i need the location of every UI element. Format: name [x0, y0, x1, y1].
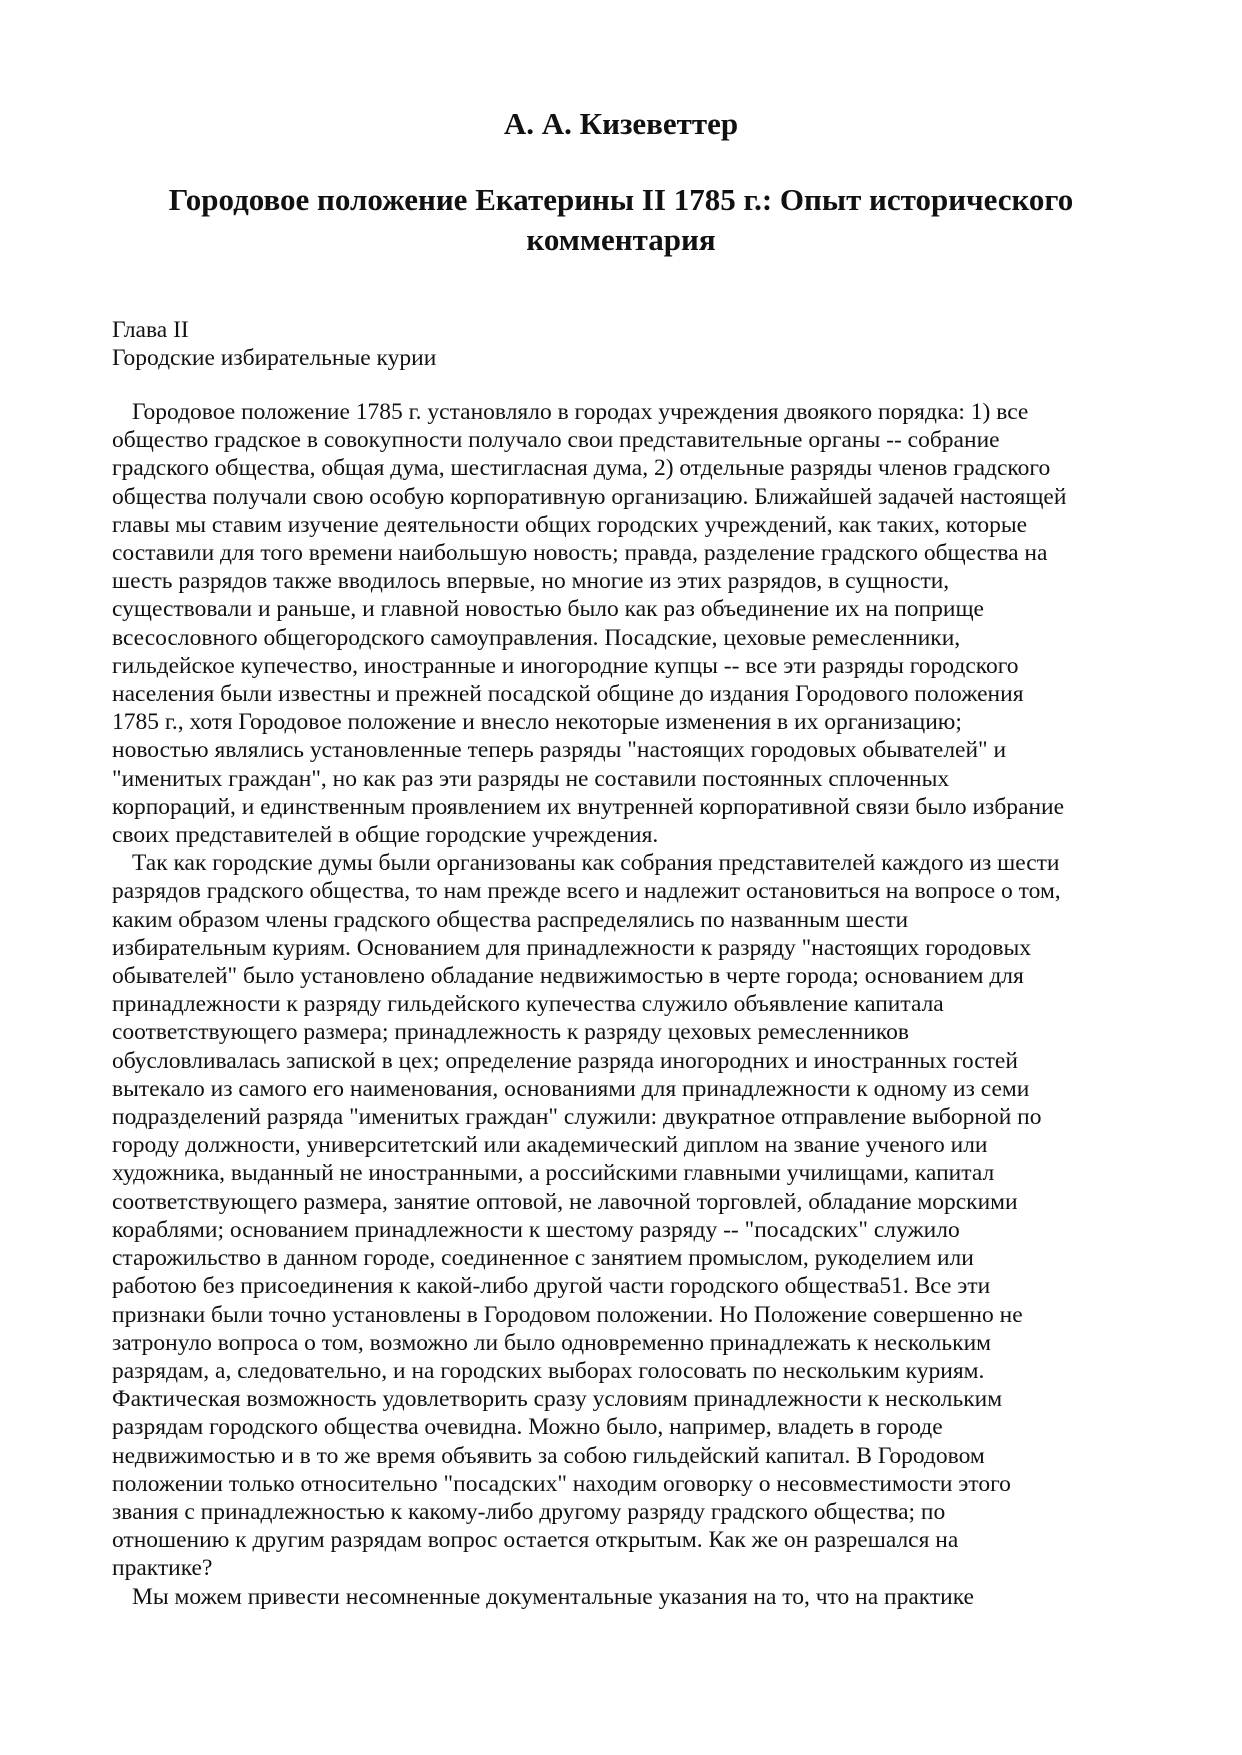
text-line: существовали и раньше, и главной новостью было как раз объединение их на поприще	[112, 596, 984, 623]
text-line: общества получали свою особую корпоративную организацию. Ближайшей задачей настоящей	[112, 483, 1067, 510]
chapter-number: Глава II	[112, 317, 189, 343]
text-line: признаки были точно установлены в Городовом положении. Но Положение совершенно не	[112, 1301, 1023, 1328]
text-line: Мы можем привести несомненные документальные указания на то, что на практике	[132, 1583, 974, 1610]
text-line: разрядам городского общества очевидна. Можно было, например, владеть в городе	[112, 1414, 943, 1441]
text-line: обывателей" было установлено обладание недвижимостью в черте города; основанием для	[112, 963, 1024, 990]
paragraph	[112, 849, 1132, 1582]
text-line: новостью являлись установленные теперь разряды "настоящих городовых обывателей" и	[112, 737, 1007, 764]
text-line: старожильство в данном городе, соединенное с занятием промыслом, рукоделием или	[112, 1245, 974, 1272]
text-line: кораблями; основанием принадлежности к шестому разряду -- "посадских" служило	[112, 1216, 960, 1243]
text-line: всесословного общегородского самоуправления. Посадские, цеховые ремесленники,	[112, 624, 961, 651]
text-line: вытекало из самого его наименования, основаниями для принадлежности к одному из семи	[112, 1075, 1030, 1102]
text-line: населения были известны и прежней посадской общине до издания Городового положения	[112, 681, 1024, 708]
body-text	[112, 398, 1132, 1611]
text-line: разрядам, а, следовательно, и на городских выборах голосовать по нескольким куриям.	[112, 1357, 985, 1384]
document-title: Городовое положение Екатерины II 1785 г.: Опыт исторического комментария	[168, 182, 1074, 257]
author-heading: А. А. Кизеветтер	[503, 106, 739, 141]
text-line: подразделений разряда "именитых граждан" служили: двукратное отправление выборной по	[112, 1104, 1042, 1131]
text-line: 1785 г., хотя Городовое положение и внесло некоторые изменения в их организацию;	[112, 709, 962, 736]
text-line: соответствующего размера, занятие оптовой, не лавочной торговлей, обладание морскими	[112, 1188, 1018, 1215]
text-line: "именитых граждан", но как раз эти разряды не составили постоянных сплоченных	[112, 765, 950, 792]
text-line: разрядов градского общества, то нам прежде всего и надлежит остановиться на вопросе о том,	[112, 878, 1061, 905]
text-line: Так как городские думы были организованы как собрания представителей каждого из шести	[132, 850, 1060, 877]
text-line: составили для того времени наибольшую новость; правда, разделение градского общества на	[112, 540, 1048, 567]
text-line: Фактическая возможность удовлетворить сразу условиям принадлежности к нескольким	[112, 1386, 1003, 1413]
text-line: Городовое положение 1785 г. установляло в городах учреждения двоякого порядка: 1) все	[132, 399, 1029, 425]
text-line: корпораций, и единственным проявлением их внутренней корпоративной связи было избрание	[112, 793, 1065, 820]
text-line: общество градское в совокупности получало свои представительные органы -- собрание	[112, 427, 1000, 454]
text-line: затронуло вопроса о том, возможно ли было одновременно принадлежать к нескольким	[112, 1329, 992, 1356]
text-line: принадлежности к разряду гильдейского купечества служило объявление капитала	[112, 991, 944, 1018]
text-line: недвижимостью и в то же время объявить за собою гильдейский капитал. В Городовом	[112, 1442, 985, 1469]
text-line: звания с принадлежностью к какому-либо другому разряду градского общества; по	[112, 1498, 946, 1525]
text-line: каким образом члены градского общества распределялись по названным шести	[112, 906, 909, 933]
chapter-heading	[112, 316, 1132, 372]
text-line: градского общества, общая дума, шестигласная дума, 2) отдельные разряды членов градского	[112, 455, 1051, 482]
text-line: работою без присоединения к какой-либо другой части городского общества51. Все эти	[112, 1273, 991, 1300]
text-line: своих представителей в общие городские учреждения.	[112, 822, 659, 849]
text-line: соответствующего размера; принадлежность к разряду цеховых ремесленников	[112, 1019, 909, 1046]
paragraph	[112, 398, 1132, 849]
text-line: отношению к другим разрядам вопрос остается открытым. Как же он разрешался на	[112, 1527, 959, 1554]
paragraph	[112, 1583, 1132, 1611]
text-line: шесть разрядов также вводилось впервые, но многие из этих разрядов, в сущности,	[112, 568, 950, 595]
text-line: обусловливалась запиской в цех; определение разряда иногородних и иностранных гостей	[112, 1047, 1018, 1074]
text-line: городу должности, университетский или академический диплом на звание ученого или	[112, 1132, 988, 1159]
chapter-title: Городские избирательные курии	[112, 345, 437, 372]
text-line: гильдейское купечество, иностранные и иногородние купцы -- все эти разряды городского	[112, 652, 1019, 679]
text-line: главы мы ставим изучение деятельности общих городских учреждений, как таких, которые	[112, 511, 1028, 538]
text-line: художника, выданный не иностранными, а российскими главными училищами, капитал	[112, 1160, 995, 1187]
text-line: положении только относительно "посадских" находим оговорку о несовместимости этого	[112, 1470, 1011, 1497]
text-line: практике?	[112, 1555, 213, 1582]
text-line: избирательным куриям. Основанием для принадлежности к разряду "настоящих городовых	[112, 934, 1032, 961]
